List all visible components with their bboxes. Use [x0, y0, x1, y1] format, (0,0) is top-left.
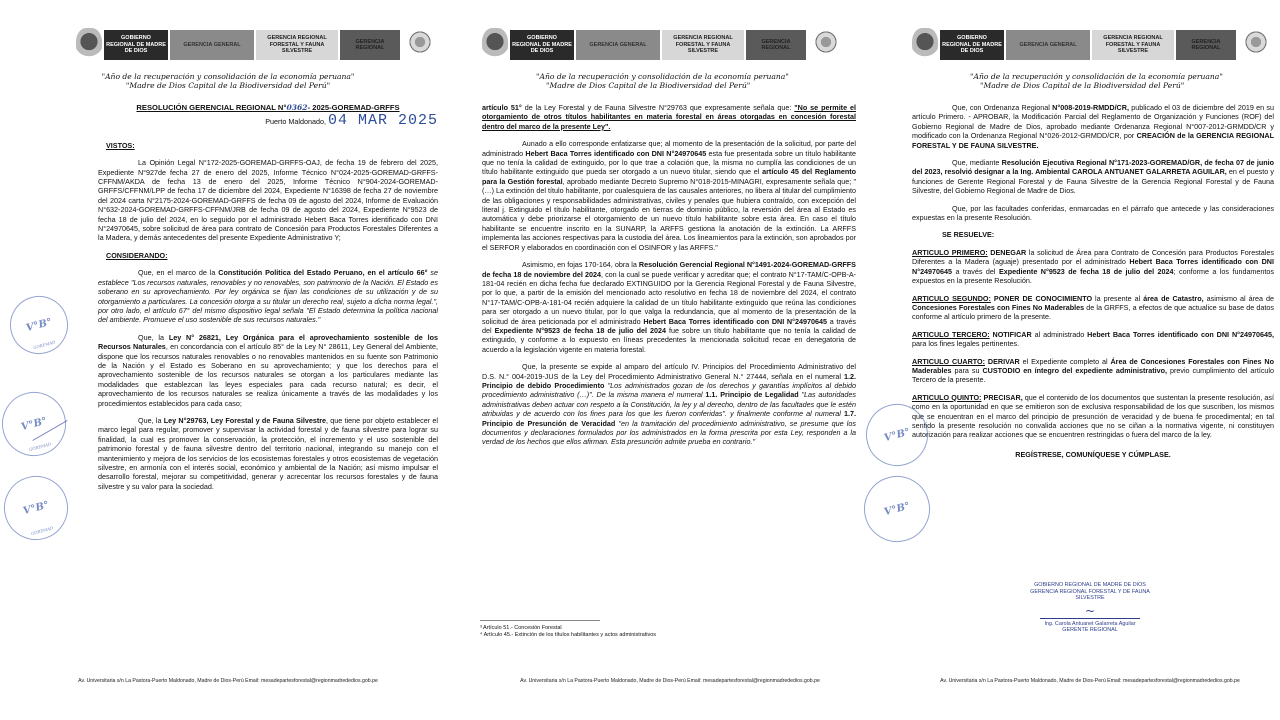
gerencia-general-box: GERENCIA GENERAL: [1006, 30, 1090, 60]
sign-title: GERENTE REGIONAL: [1062, 627, 1118, 633]
ley-29763-paragraph: Que, la Ley N°29763, Ley Forestal y de Fauna Silvestre, que tiene por objeto establecer el marco legal para regular, promover y supervisar la actividad forestal y de fauna silvestre para lograr su finalidad, la cual es promover la conservación, la protección, el incremento y el uso sostenible del patrimonio forestal y de fauna silvestre dentro del territorio nacional, integrando su manejo con el mantenimiento y mejora de los servicios de los ecosistemas forestales y otros ecosistemas de vegetación silvestre, en armonía con el interés social, económico y ambiental de la Nación; así mismo impulsar el desarrollo forestal, mejorar su competitividad, generar y acrecentar los recursos forestales y de fauna silvestre y su valor para la sociedad.: [98, 415, 438, 491]
articulo-cuarto: ARTICULO CUARTO: DERIVAR el Expediente completo al Área de Concesiones Forestales con Fines No Maderables para su CUSTODIO en íntegro del expediente administrativo, previo cumplimiento del artículo Tercero de la presente.: [912, 356, 1274, 385]
letterhead: [0, 24, 456, 70]
page1-body: [98, 103, 438, 499]
document-page-2: [470, 0, 870, 720]
vistos-heading: VISTOS:: [106, 140, 135, 150]
closing-formula: REGÍSTRESE, COMUNÍQUESE Y CÚMPLASE.: [1015, 449, 1171, 459]
footer-address: Av. Universitaria s/n La Pastora-Puerto Maldonado, Madre de Dios-Perú Email: mesadepartesforestal@regionmadrededios.gob.pe: [78, 678, 378, 684]
handwritten-signature-icon: ~: [1040, 604, 1140, 619]
tagline-year: "Año de la recuperación y consolidación de la economía peruana": [970, 72, 1223, 81]
document-page-3: [882, 0, 1280, 720]
resolution-title: RESOLUCIÓN GERENCIAL REGIONAL N°0362- 2025-GOREMAD-GRFFS: [136, 103, 400, 112]
articulo-segundo: ARTICULO SEGUNDO: PONER DE CONOCIMIENTO la presente al área de Catastro, asimismo al área de Concesiones Forestales con Fines No Maderables de la GRFFS, a efectos de que actualice su base de datos conforme al artículo primero de la presente.: [912, 293, 1274, 322]
letterhead: [900, 24, 1280, 70]
letterhead: [470, 24, 870, 70]
gerencia-forestal-box: GERENCIA REGIONAL FORESTAL Y FAUNA SILVESTRE: [662, 30, 744, 60]
faculties-paragraph: Que, por las facultades conferidas, enmarcadas en el párrafo que antecede y las consideraciones expuestas en la presente Resolución.: [912, 203, 1274, 223]
gerencia-regional-box: GERENCIA REGIONAL: [746, 30, 806, 60]
ley-26821-paragraph: Que, la Ley N° 26821, Ley Orgánica para el aprovechamiento sostenible de los Recursos Naturales, en concordancia con el artículo 85° de la Ley N° 28611, Ley General del Ambiente, dispone que los recursos naturales renovables o no renovables mantenidos en su fuente son Patrimonio de la Nación y el Estado es Soberano en su aprovechamiento; y que los derechos para el aprovechamiento sostenible de los recursos naturales se otorgan a los particulares mediante las modalidades que establezcan las leyes especiales para cada recurso natural; es decir, el aprovechamiento de los recursos naturales se realiza únicamente a través de las modalidades y los procedimientos establecidos para cada caso;: [98, 332, 439, 408]
regional-emblem-icon: [814, 30, 838, 54]
footer-address: Av. Universitaria s/n La Pastora-Puerto Maldonado, Madre de Dios-Perú Email: mesadepartesforestal@regionmadrededios.gob.pe: [520, 678, 820, 684]
sign-name: Ing. Carola Antuanet Galarreta Aguilar: [1044, 620, 1136, 627]
regional-emblem-icon: [408, 30, 432, 54]
resolution-1491-paragraph: Asimismo, en fojas 170-164, obra la Resolución Gerencial Regional N°1491-2024-GOREMAD-GRFFS de fecha 18 de noviembre del 2024, con la cual se puede verificar y acreditar que; el contrato N°17-TAM/C-OPB-A-181-04 recién en dicha fecha fue declarado EXTINGUIDO por la Gerencia Regional Forestal y de Fauna Silvestre, por lo que, a partir de la emisión del mencionado acto resolutivo en fecha 18 de noviembre del 2024, el contrato N°17-TAM/C-OPB-A-181-04 recién adquiere la calidad de un título habilitante extinguido que reúna las condiciones para ser otorgado a un nuevo titular, por lo que valga la redundancia, que al momento de la presentación de la solicitud de área peticionada por el administrado Hebert Baca Torres identificado con DNI N°24970645 a través del Expediente N°9523 de fecha 18 de julio del 2024 fue sobre un título habilitante que no tenía la calidad de extinguido, y conforme a lo expuesto en líneas precedentes la mencionada solicitud recae en denegatoria de acuerdo a la legislación vigente en materia forestal.: [482, 260, 857, 354]
vb-stamp-3: V°B° GOREMAD: [0, 469, 75, 547]
signature-block: [1020, 582, 1160, 634]
vb-stamp-1: V°B° GOREMAD: [3, 289, 74, 360]
gerencia-forestal-box: GERENCIA REGIONAL FORESTAL Y FAUNA SILVESTRE: [1092, 30, 1174, 60]
vb-stamp-2: V°B° GOREMAD: [0, 385, 73, 463]
gobierno-regional-box: GOBIERNO REGIONAL DE MADRE DE DIOS: [940, 30, 1004, 60]
sign-unit: GERENCIA REGIONAL FORESTAL Y DE FAUNA SILVESTRE: [1030, 588, 1150, 601]
tagline-year: "Año de la recuperación y consolidación de la economía peruana": [536, 72, 789, 81]
articulo-primero: ARTICULO PRIMERO: DENEGAR la solicitud de Área para Contrato de Concesión para Productos Forestales Diferentes a la Madera (aguaje) presentado por el administrado Hebert Baca Torres identificado con DNI N°24970645 a través del Expediente N°9523 de fecha 18 de julio del 2024; conforme a los fundamentos expuestos en la presente Resolución.: [912, 247, 1275, 286]
constitution-paragraph: Que, en el marco de la Constitución Política del Estado Peruano, en el artículo 66° se establece "Los recursos naturales, renovables y no renovables, son patrimonio de la Nación. El Estado es soberano en su aprovechamiento. Por ley orgánica se fijan las condiciones de su utilización y de su otorgamiento a particulares. La concesión otorga a su titular un derecho real, sujeto a dicha norma legal.", por otro lado, el artículo 67° del mismo dispositivo legal señala "El Estado determina la política nacional del ambiente. Promueve el uso sostenible de sus recursos naturales.": [98, 268, 438, 325]
tagline-biodiversity: "Madre de Dios Capital de la Biodiversidad del Perú": [980, 81, 1185, 90]
gerencia-general-box: GERENCIA GENERAL: [170, 30, 254, 60]
tagline-year: "Año de la recuperación y consolidación de la economía peruana": [101, 72, 355, 81]
gobierno-regional-box: GOBIERNO REGIONAL DE MADRE DE DIOS: [104, 30, 168, 60]
tagline-biodiversity: "Madre de Dios Capital de la Biodiversidad del Perú": [125, 81, 331, 90]
gerencia-regional-box: GERENCIA REGIONAL: [1176, 30, 1236, 60]
articulo-tercero: ARTICULO TERCERO: NOTIFICAR al administrado Hebert Baca Torres identificado con DNI N°24970645, para los fines legales pertinentes.: [912, 329, 1275, 349]
gobierno-regional-box: GOBIERNO REGIONAL DE MADRE DE DIOS: [510, 30, 574, 60]
gerencia-general-box: GERENCIA GENERAL: [576, 30, 660, 60]
articulo-quinto: ARTICULO QUINTO: PRECISAR, que el contenido de los documentos que sustentan la presente resolución, así como en la oportunidad en que se emitieron son de exclusiva responsabilidad de los que suscriben, los mismos que se encuentran en el marco del principio de presunción de veracidad y de buena fe procedimental; en tal sentido la presente resolución no convalida acciones que no se ciñan a la normativa vigente, ni constituyen autorización para realizar acciones que se encuentren restringidas o fuera del marco de la ley.: [912, 392, 1274, 440]
tagline: [536, 72, 870, 90]
principles-paragraph: Que, la presente se expide al amparo del artículo IV. Principios del Procedimiento Administrativo del D.S. N.° 004-2019-JUS de la Ley del Procedimiento Administrativo General N.° 27444, señala en el numeral 1.2. Principio de debido Procedimiento "Los administrados gozan de los derechos y garantías implícitos al debido procedimiento administrativo (…)". De la misma manera el numeral 1.1. Principio de Legalidad "Las autoridades administrativas deben actuar con respeto a la Constitución, la ley y al derecho, dentro de las facultades que le estén atribuidas y de acuerdo con los fines para los que les fueron conferidas". y finalmente conforme al numeral 1.7. Principio de Presunción de Veracidad "en la tramitación del procedimiento administrativo, se presume que los documentos y declaraciones formulados por los administrados en la forma prescrita por esta Ley, responden a la verdad de los hechos que ellos afirman. Esta presunción admite prueba en contrario.": [482, 362, 856, 447]
footer-address: Av. Universitaria s/n La Pastora-Puerto Maldonado, Madre de Dios-Perú Email: mesadepartesforestal@regionmadrededios.gob.pe: [940, 678, 1240, 684]
regional-emblem-icon: [1244, 30, 1268, 54]
footnotes: [480, 620, 657, 639]
tagline: [970, 72, 1280, 90]
peru-coat-of-arms-icon: [912, 28, 938, 62]
considerando-heading: CONSIDERANDO:: [106, 250, 168, 260]
peru-coat-of-arms-icon: [76, 28, 102, 62]
page3-body: [912, 103, 1274, 467]
gerencia-regional-box: GERENCIA REGIONAL: [340, 30, 400, 60]
page2-body: [482, 103, 856, 455]
vb-stamp-edge: V°B°: [859, 397, 935, 473]
footnote-2: ⁴ Artículo 45.- Extinción de los títulos habilitantes y actos administrativos: [480, 632, 657, 638]
vb-stamp-edge-2: V°B°: [857, 469, 938, 550]
date-stamp: 04 MAR 2025: [327, 112, 438, 130]
place-date: Puerto Maldonado, 04 MAR 2025: [265, 112, 438, 130]
vistos-paragraph: La Opinión Legal N°172-2025-GOREMAD-GRFFS-OAJ, de fecha 19 de febrero del 2025, Expediente N°927de fecha 27 de enero del 2025, Informe Técnico N°024-2025-GOREMAD-GRFFS-CFFNM/AKDA de fecha 13 de enero del 2025, Informe Técnico N°904-2024-GOREMAD-GRFFS/CFFNM/LPP de fecha 17 de diciembre del 2024, Expediente N°16398 de fecha 27 de noviembre del 2024 carta N°2175-2024-GOREMAD-GRFFS de fecha 09 de agosto del 2024, Informe de Evaluación N°632-2024-GOREMAD-GRFFS-CFFNM/JRB de fecha 09 de agosto del 2024, Expediente N°9523 de fecha 18 de julio del 2024, en lo seguido por el administrado Hebert Baca Torres identificado con DNI N°24970645, sobre solicitud de área para contrato de Concesión para Productos Forestales Diferentes a la Madera, y demás antecedentes del presente Expediente Administrativo Y;: [98, 158, 438, 243]
tagline-biodiversity: "Madre de Dios Capital de la Biodiversidad del Perú": [546, 81, 751, 90]
article-51-paragraph: artículo 51° de la Ley Forestal y de Fauna Silvestre N°29763 que expresamente señala que: "No se permite el otorgamiento de otros títulos habilitantes en materia forestal en áreas otorgadas en concesión forestal dentro del marco de la presente Ley".: [482, 103, 857, 131]
ordenanza-paragraph: Que, con Ordenanza Regional N°008-2019-RMDD/CR, publicado el 03 de diciembre del 2019 en su artículo Primero. - APROBAR, la Modificación Parcial del Reglamento de Organización y Funciones (ROF) del Gobierno Regional de Madre de Dios, aprobado mediante Ordenanza Regional N°007-2012-GRMDD/CR y modificado con la Ordenanza Regional N°026-2012-GRMDD/CR, por CREACIÓN de la GERENCIA REGIONAL FORESTAL Y DE FAUNA SILVESTRE.: [912, 103, 1275, 150]
tagline: [0, 72, 456, 90]
gerencia-forestal-box: GERENCIA REGIONAL FORESTAL Y FAUNA SILVESTRE: [256, 30, 338, 60]
designation-paragraph: Que, mediante Resolución Ejecutiva Regional N°171-2023-GOREMAD/GR, de fecha 07 de junio del 2023, resolvió designar a la Ing. Ambiental CAROLA ANTUANET GALARRETA AGUILAR, en el puesto y funciones de Gerente Regional Forestal y de Fauna Silvestre de la Gerencia Regional Forestal y de Fauna Silvestre, del Gobierno Regional de Madre de Dios.: [912, 158, 1274, 196]
se-resuelve-heading: SE RESUELVE:: [942, 230, 995, 240]
footnote-1: ³ Artículo 51.- Concesión Forestal: [480, 625, 562, 631]
resolution-number: 0362: [286, 103, 308, 112]
peru-coat-of-arms-icon: [482, 28, 508, 62]
sign-org: GOBIERNO REGIONAL DE MADRE DE DIOS: [1034, 582, 1146, 588]
document-page-1: [0, 0, 456, 720]
extinction-paragraph: Aunado a ello corresponde enfatizarse que; al momento de la presentación de la solicitud, por parte del administrado Hebert Baca Torres identificado con DNI N°24970645 esta fue presentada sobre un título habilitante que no tenía la calidad de extinguido, por lo que trae a colación que, la misma no cumplía las condiciones de un título habilitante extinguido que pueda ser otorgado a un nuevo titular, siendo que el artículo 45 del Reglamento para la Gestión forestal, aprobado mediante Decreto Supremo N°018-2015-MINAGRI, expresamente señala que; " (…) La extinción del título habilitante, por cualesquiera de las causales anteriores, no libera al titular del cumplimiento de las obligaciones y responsabilidades administrativas, civiles y penales que hubiera contraído, con excepción del literal j. Extinguido el título habilitante, otorgado en tierras de dominio público, la reversión del área al Estado es automática y debe priorizarse el otorgamiento de un nuevo título habilitante sobre esta área. En caso el título habilitante se encuentre inscrito en la SUNARP, la ARFFS gestiona la anotación de la extinción. La ARFFS implementa las acciones respectivas para la custodia del área. Los lineamientos para la extinción, son aprobados por el SERFOR y elaborados en coordinación con el OSINFOR y las ARFFS.": [482, 139, 857, 252]
